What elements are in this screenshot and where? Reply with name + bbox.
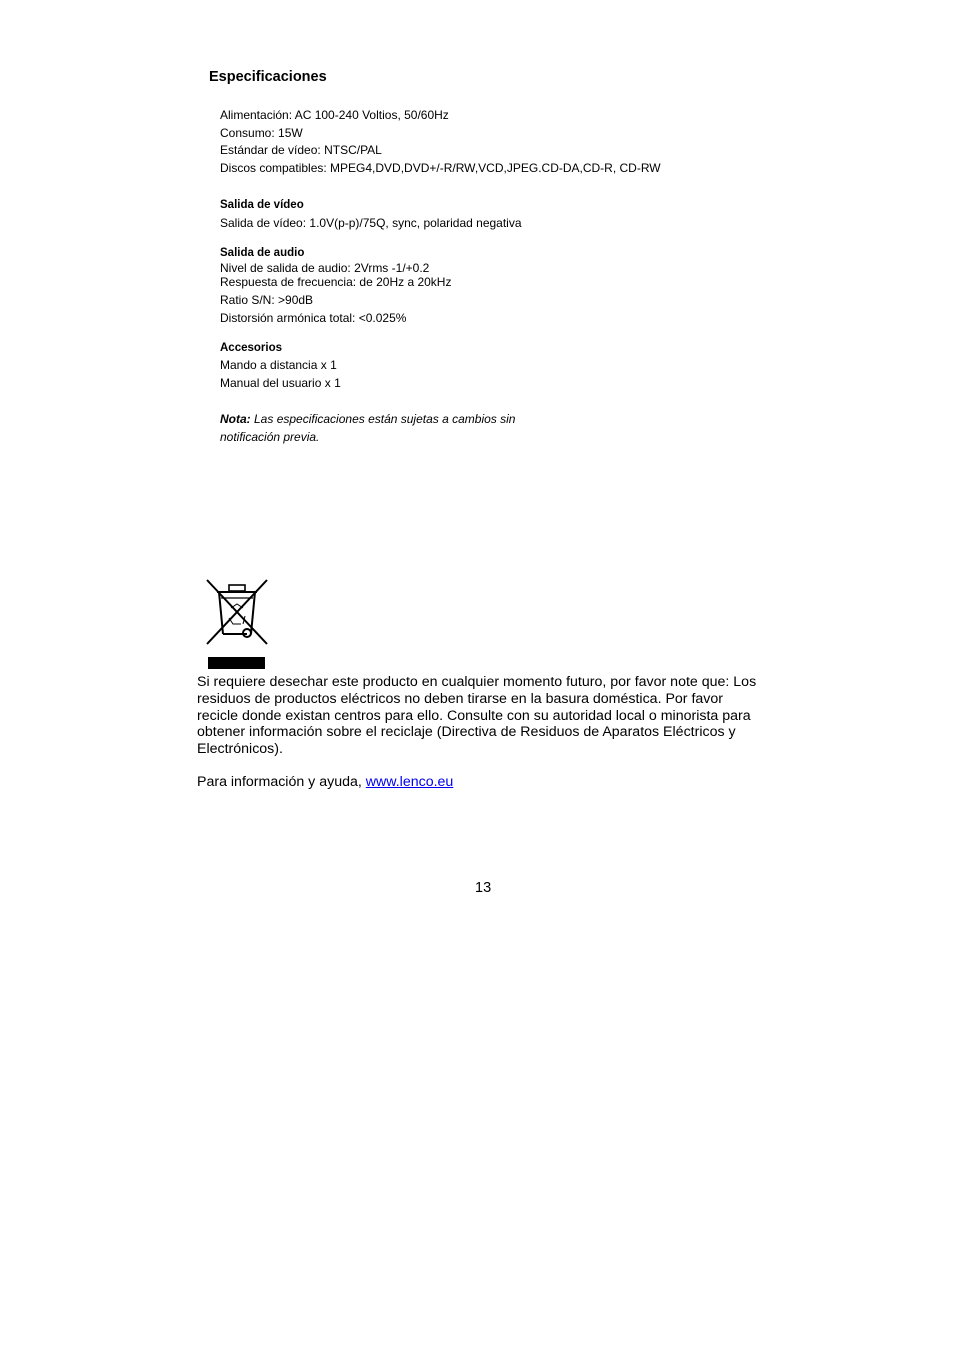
- section-title: Especificaciones: [209, 69, 327, 85]
- help-line: [197, 774, 453, 790]
- video-output-heading: Salida de vídeo: [220, 199, 304, 211]
- help-prefix: Para información y ayuda,: [197, 774, 366, 790]
- accessory-remote: Mando a distancia x 1: [220, 358, 337, 372]
- audio-output-level: Nivel de salida de audio: 2Vrms -1/+0.2: [220, 261, 430, 275]
- audio-frequency-response: Respuesta de frecuencia: de 20Hz a 20kHz: [220, 275, 452, 289]
- audio-snr: Ratio S/N: >90dB: [220, 293, 314, 307]
- spec-compatible-discs: Discos compatibles: MPEG4,DVD,DVD+/-R/RW,VCD,JPEG.CD-DA,CD-R, CD-RW: [220, 161, 661, 175]
- audio-thd: Distorsión armónica total: <0.025%: [220, 311, 407, 325]
- note-text: Las especificaciones están sujetas a cambios sin: [250, 412, 516, 426]
- audio-output-heading: Salida de audio: [220, 247, 305, 259]
- disposal-notice: Si requiere desechar este producto en cualquier momento futuro, por favor note que: Los residuos de productos eléctricos no deben tirarse en la basura doméstica. Por favor recicle donde existan centros para ello. Consulte con su autoridad local o minorista para obtener información sobre el reciclaje (Directiva de Residuos de Aparatos Eléctricos y Electrónicos).: [197, 674, 757, 758]
- note-line-1: [220, 412, 515, 426]
- accessory-manual: Manual del usuario x 1: [220, 376, 341, 390]
- accessories-heading: Accesorios: [220, 342, 283, 354]
- note-label: Nota:: [220, 412, 251, 426]
- crossed-out-wheelie-bin-icon: [203, 576, 271, 672]
- page-number: 13: [475, 880, 492, 896]
- video-output-spec: Salida de vídeo: 1.0V(p-p)/75Q, sync, polaridad negativa: [220, 216, 522, 230]
- spec-video-standard: Estándar de vídeo: NTSC/PAL: [220, 143, 382, 157]
- note-line-2: notificación previa.: [220, 430, 320, 444]
- lenco-website-link[interactable]: www.lenco.eu: [365, 774, 454, 790]
- spec-power: Alimentación: AC 100-240 Voltios, 50/60Hz: [220, 108, 449, 122]
- spec-consumption: Consumo: 15W: [220, 126, 303, 140]
